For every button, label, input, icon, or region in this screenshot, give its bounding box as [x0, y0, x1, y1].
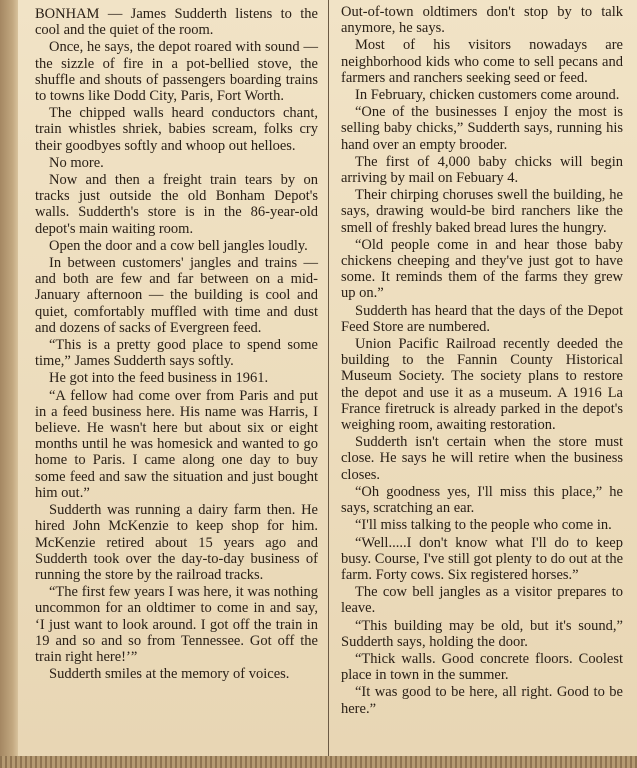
article-paragraph: “This building may be old, but it's sound,” Sudderth says, holding the door.: [341, 617, 623, 650]
column-divider: [328, 0, 329, 756]
article-paragraph: “One of the businesses I enjoy the most is selling baby chicks,” Sudderth says, running his hand over an empty brooder.: [341, 104, 623, 153]
article-paragraph: Sudderth has heard that the days of the Depot Feed Store are numbered.: [341, 302, 623, 335]
article-paragraph: He got into the feed business in 1961.: [49, 370, 269, 387]
article-paragraph: Sudderth was running a dairy farm then. He hired John McKenzie to keep shop for him. McKenzie retired about 15 years ago and Sudderth took over the day-to-day business of running the store by the railroad tracks.: [35, 502, 318, 583]
article-paragraph: In between customers' jangles and trains — and both are few and far between on a mid-January afternoon — the building is cool and quiet, comfortably muffled with time and dust and dozens of sacks of Evergreen feed.: [35, 255, 318, 336]
article-paragraph: “A fellow had come over from Paris and put in a feed business here. His name was Harris, I believe. He wasn't here but about six or eight months until he was homesick and wanted to go home to Paris. I came along one day to buy some feed and saw the situation and just bought him out.”: [35, 387, 318, 501]
article-paragraph: Now and then a freight train tears by on tracks just outside the old Bonham Depot's walls. Sudderth's store is in the 86-year-old depot's main waiting room.: [35, 172, 318, 237]
article-paragraph: “Well.....I don't know what I'll do to keep busy. Course, I've still got plenty to do out at the farm. Forty cows. Six registered horses.”: [341, 534, 623, 583]
article-paragraph: No more.: [49, 154, 104, 171]
article-paragraph: Out-of-town oldtimers don't stop by to talk anymore, he says.: [341, 4, 623, 37]
article-paragraph: In February, chicken customers come around.: [355, 87, 620, 104]
article-paragraph: “It was good to be here, all right. Good to be here.”: [341, 684, 623, 717]
article-paragraph: Sudderth smiles at the memory of voices.: [49, 666, 290, 683]
article-paragraph: “This is a pretty good place to spend some time,” James Sudderth says softly.: [35, 337, 318, 370]
article-paragraph: “Old people come in and hear those baby chickens cheeping and they've just got to have some. It reminds them of the farms they grew up on.”: [341, 236, 623, 302]
article-paragraph: Their chirping choruses swell the building, he says, drawing would-be bird ranchers like the smell of freshly baked bread lures the hungry.: [341, 187, 623, 236]
article-paragraph: The cow bell jangles as a visitor prepares to leave.: [341, 584, 623, 617]
article-paragraph: The first of 4,000 baby chicks will begin arriving by mail on Febuary 4.: [341, 153, 623, 187]
article-paragraph: Most of his visitors nowadays are neighborhood kids who come to sell pecans and farmers and ranchers seeking seed or feed.: [341, 37, 623, 86]
article-paragraph: Union Pacific Railroad recently deeded the building to the Fannin County Historical Museum Society. The society plans to restore the depot and use it as a museum. A 1916 La France firetruck is already parked in the depot's weighing room, awaiting restoration.: [341, 336, 623, 434]
article-paragraph: “Oh goodness yes, I'll miss this place,” he says, scratching an ear.: [341, 483, 623, 517]
article-paragraph: “I'll miss talking to the people who come in.: [355, 517, 612, 534]
article-paragraph: The chipped walls heard conductors chant, train whistles shriek, babies scream, folks cry their goodbyes softly and whoop out helloes.: [35, 105, 318, 154]
article-paragraph: “The first few years I was here, it was nothing uncommon for an oldtimer to come in and say, ‘I just want to look around. I got off the train in 19 and so and so from Tennessee. Got off the train right here!’”: [35, 584, 318, 665]
article-paragraph: Sudderth isn't certain when the store must close. He says he will retire when the business closes.: [341, 434, 623, 483]
article-paragraph: BONHAM — James Sudderth listens to the cool and the quiet of the room.: [35, 6, 318, 39]
clipping-edge-shadow: [0, 0, 18, 760]
article-column-right: [341, 4, 623, 717]
article-paragraph: Open the door and a cow bell jangles loudly.: [49, 237, 308, 254]
article-paragraph: “Thick walls. Good concrete floors. Coolest place in town in the summer.: [341, 650, 623, 684]
article-column-left: [35, 6, 318, 682]
clipping-bottom-edge: [0, 756, 637, 768]
article-paragraph: Once, he says, the depot roared with sound — the sizzle of fire in a pot-bellied stove, the shuffle and shouts of passengers boarding trains to towns like Dodd City, Paris, Fort Worth.: [35, 39, 318, 105]
